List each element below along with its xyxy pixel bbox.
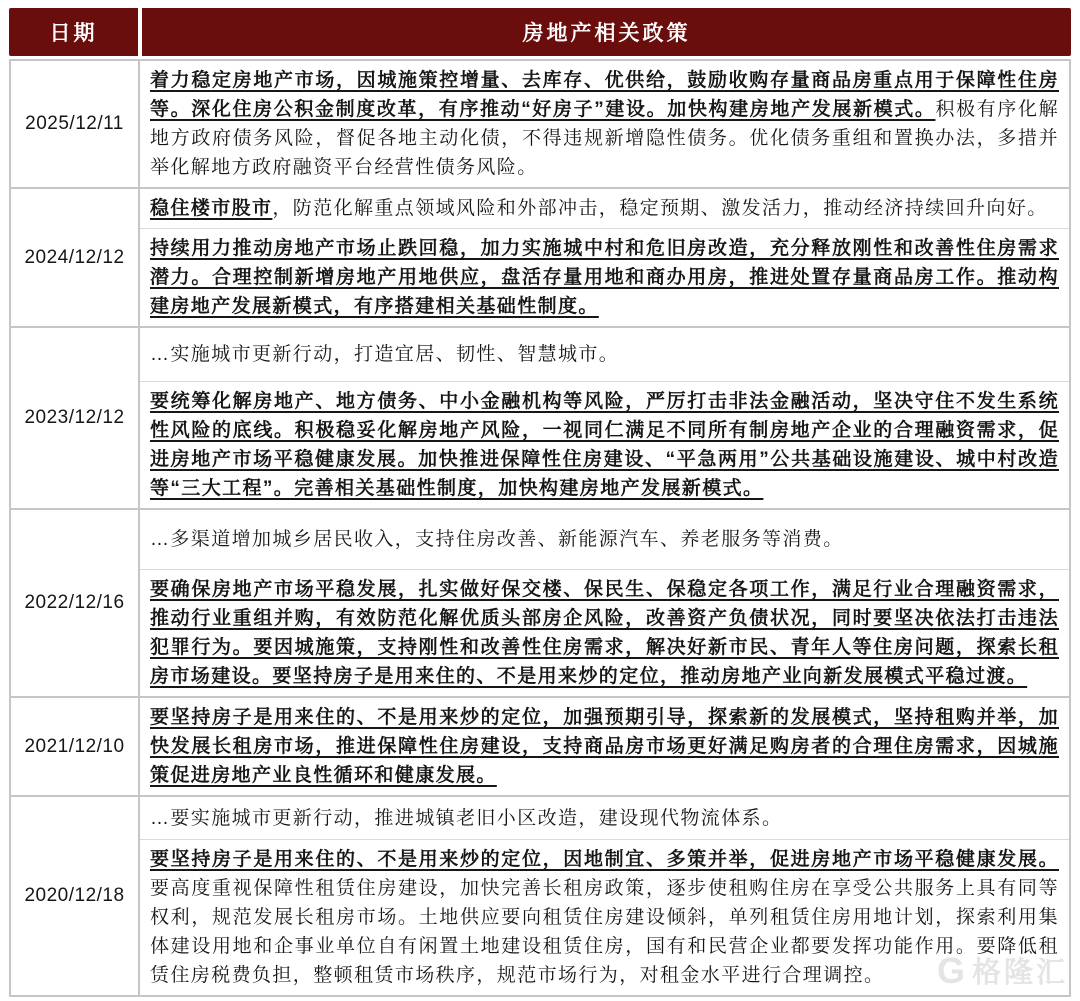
policy-cell <box>140 797 1069 995</box>
policy-text: 要高度重视保障性租赁住房建设，加快完善长租房政策，逐步使租购住房在享受公共服务上具有同等权利，规范发展长租房市场。土地供应要向租赁住房建设倾斜，单列租赁住房用地计划，探索利用集体建设用地和企事业单位自有闲置土地建设租赁住房，国有和民营企业都要发挥功能作用。要降低租赁住房税费负担，整顿租赁市场秩序，规范市场行为，对租金水平进行合理调控。 <box>150 878 1059 986</box>
policy-paragraph-text <box>150 194 1059 223</box>
policy-paragraph-text <box>150 703 1059 790</box>
policy-paragraph-text <box>150 234 1059 321</box>
policy-cell <box>140 328 1069 508</box>
table-row <box>11 187 1069 326</box>
table-row <box>11 696 1069 795</box>
table-body <box>9 59 1071 997</box>
date-cell: 2022/12/16 <box>11 510 140 696</box>
policy-paragraph-text <box>150 340 1059 369</box>
policy-text-emphasis: 着力稳定房地产市场，因城施策控增量、去库存、优供给，鼓励收购存量商品房重点用于保障性住房等。深化住房公积金制度改革，有序推动“好房子”建设。加快构建房地产发展新模式。 <box>150 70 1059 120</box>
date-cell: 2024/12/12 <box>11 189 140 326</box>
policy-cell <box>140 510 1069 696</box>
policy-cell <box>140 189 1069 326</box>
policy-text-emphasis: 持续用力推动房地产市场止跌回稳，加力实施城中村和危旧房改造，充分释放刚性和改善性住房需求潜力。合理控制新增房地产用地供应，盘活存量用地和商办用房，推进处置存量商品房工作。推动构建房地产发展新模式，有序搭建相关基础性制度。 <box>150 238 1059 317</box>
policy-paragraph <box>140 228 1069 326</box>
header-policy-column: 房地产相关政策 <box>142 8 1071 56</box>
policy-paragraph <box>140 61 1069 187</box>
policy-cell <box>140 698 1069 795</box>
header-date-column: 日期 <box>9 8 138 56</box>
policy-text-emphasis: 要坚持房子是用来住的、不是用来炒的定位，因地制宜、多策并举，促进房地产市场平稳健康发展。 <box>150 849 1059 870</box>
policy-text: 积极有序化解地方政府债务风险，督促各地主动化债，不得违规新增隐性债务。优化债务重组和置换办法，多措并举化解地方政府融资平台经营性债务风险。 <box>150 99 1059 178</box>
policy-text-emphasis: 稳住楼市股市 <box>150 198 273 219</box>
date-cell: 2023/12/12 <box>11 328 140 508</box>
date-cell: 2021/12/10 <box>11 698 140 795</box>
policy-text-emphasis: 要坚持房子是用来住的、不是用来炒的定位，加强预期引导，探索新的发展模式，坚持租购并举，加快发展长租房市场，推进保障性住房建设，支持商品房市场更好满足购房者的合理住房需求，因城施策促进房地产业良性循环和健康发展。 <box>150 707 1059 786</box>
policy-paragraph-text <box>150 66 1059 182</box>
policy-paragraph <box>140 698 1069 795</box>
gelonghui-logo-text: 格隆汇 <box>971 957 1068 989</box>
policy-cell <box>140 61 1069 187</box>
gelonghui-logo-icon: G <box>936 949 965 991</box>
policy-paragraph-text <box>150 804 1059 833</box>
policy-paragraph <box>140 510 1069 569</box>
policy-text-emphasis: 要统筹化解房地产、地方债务、中小金融机构等风险，严厉打击非法金融活动，坚决守住不发生系统性风险的底线。积极稳妥化解房地产风险，一视同仁满足不同所有制房地产企业的合理融资需求，促进房地产市场平稳健康发展。加快推进保障性住房建设、“平急两用”公共基础设施建设、城中村改造等“三大工程”。完善相关基础性制度，加快构建房地产发展新模式。 <box>150 391 1059 499</box>
policy-paragraph-text <box>150 387 1059 503</box>
policy-text: …要实施城市更新行动，推进城镇老旧小区改造，建设现代物流体系。 <box>150 807 783 829</box>
policy-paragraph-text <box>150 845 1059 990</box>
table-header <box>9 8 1071 56</box>
policy-paragraph-text <box>150 525 1059 554</box>
date-cell: 2020/12/18 <box>11 797 140 995</box>
policy-text: …实施城市更新行动，打造宜居、韧性、智慧城市。 <box>150 344 620 365</box>
table-row <box>11 326 1069 508</box>
table-row <box>11 61 1069 187</box>
table-row <box>11 508 1069 696</box>
policy-paragraph <box>140 328 1069 381</box>
policy-text: ，防范化解重点领域风险和外部冲击，稳定预期、激发活力，推动经济持续回升向好。 <box>272 198 1048 219</box>
table-row <box>11 795 1069 995</box>
policy-text: …多渠道增加城乡居民收入，支持住房改善、新能源汽车、养老服务等消费。 <box>150 529 844 550</box>
policy-paragraph-text <box>150 575 1059 691</box>
policy-paragraph <box>140 839 1069 995</box>
date-cell: 2025/12/11 <box>11 61 140 187</box>
gelonghui-watermark <box>937 950 1068 991</box>
policy-paragraph <box>140 797 1069 839</box>
policy-text-emphasis: 要确保房地产市场平稳发展，扎实做好保交楼、保民生、保稳定各项工作，满足行业合理融资需求，推动行业重组并购，有效防范化解优质头部房企风险，改善资产负债状况，同时要坚决依法打击违法犯罪行为。要因城施策，支持刚性和改善性住房需求，解决好新市民、青年人等住房问题，探索长租房市场建设。要坚持房子是用来住的、不是用来炒的定位，推动房地产业向新发展模式平稳过渡。 <box>150 579 1059 687</box>
policy-paragraph <box>140 569 1069 696</box>
policy-paragraph <box>140 381 1069 508</box>
policy-paragraph <box>140 189 1069 228</box>
